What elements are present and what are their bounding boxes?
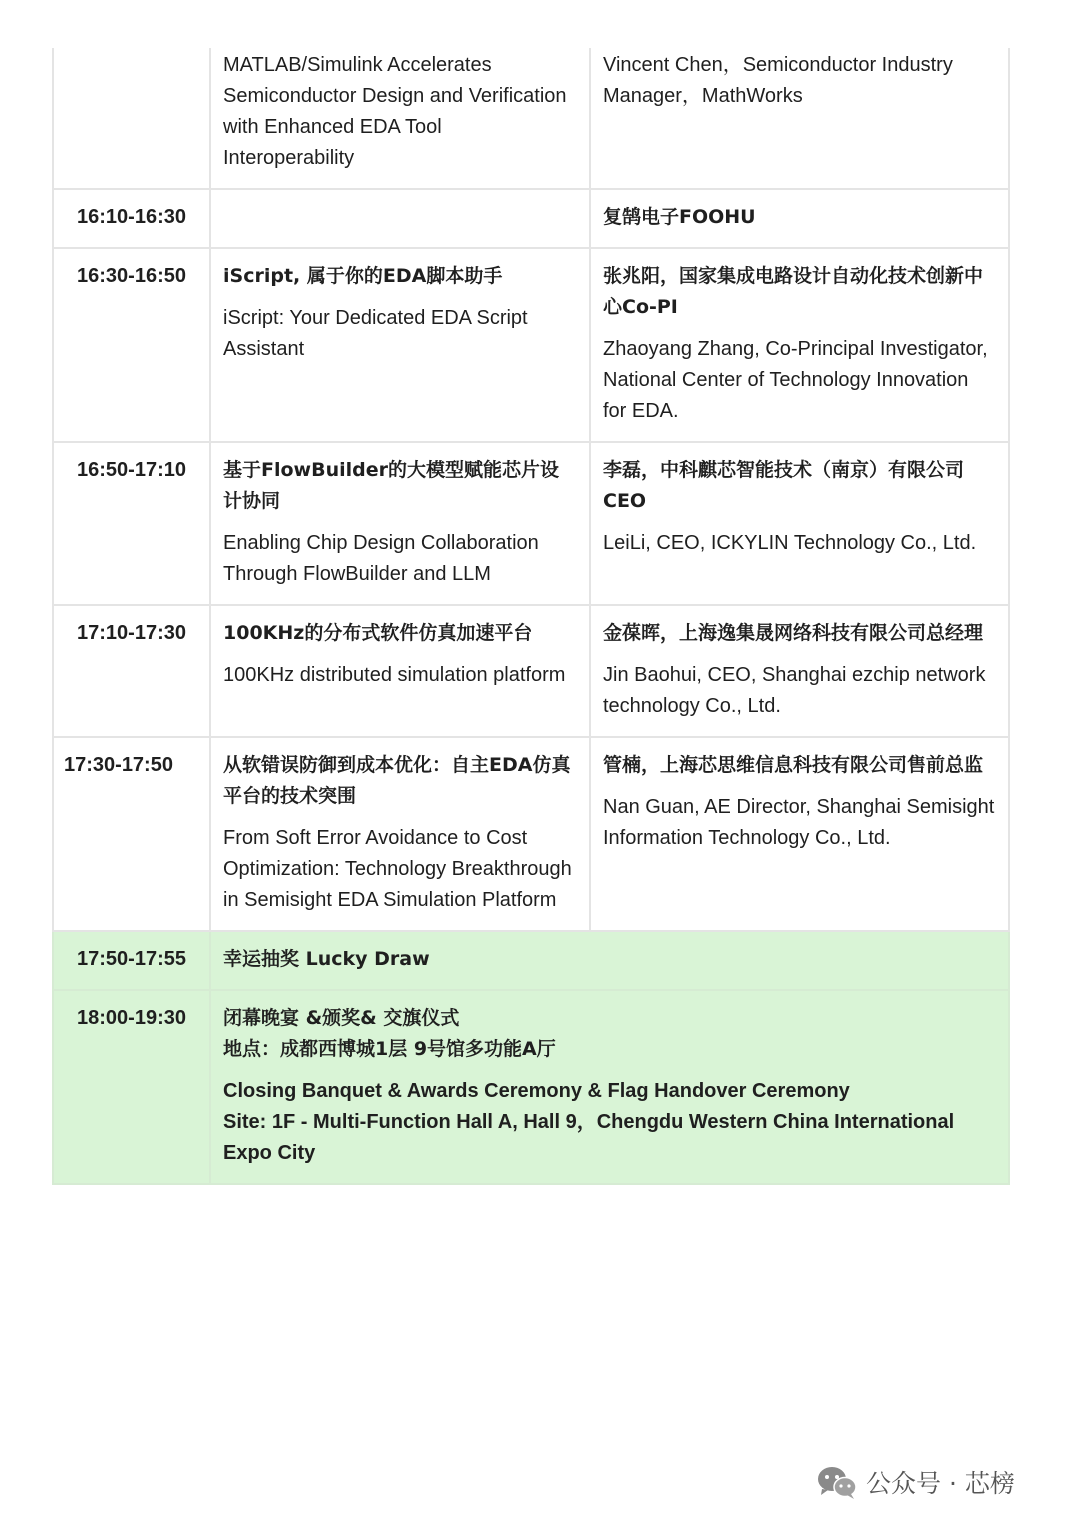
- topic-cell: [210, 189, 590, 248]
- topic-cell: [210, 442, 590, 605]
- table-row: [53, 737, 1009, 931]
- topic-en: From Soft Error Avoidance to Cost Optimization: Technology Breakthrough in Semisight EDA Simulation Platform: [223, 827, 572, 911]
- closing-en-title: Closing Banquet & Awards Ceremony & Flag Handover Ceremony: [223, 1080, 850, 1102]
- lucky-draw-cell: [210, 931, 1009, 990]
- speaker-cell: [590, 48, 1009, 189]
- time-cell: 17:50-17:55: [53, 931, 210, 990]
- topic-cn: 从软错误防御到成本优化：自主EDA仿真平台的技术突围: [223, 754, 571, 807]
- speaker-cn: 金葆晖，上海逸集晟网络科技有限公司总经理: [603, 622, 984, 644]
- table-row: [53, 189, 1009, 248]
- speaker-cn: 管楠，上海芯思维信息科技有限公司售前总监: [603, 754, 984, 776]
- topic-cell: [210, 48, 590, 189]
- topic-cell: [210, 737, 590, 931]
- speaker-cell: [590, 737, 1009, 931]
- topic-cell: [210, 248, 590, 442]
- wechat-icon: [816, 1464, 858, 1500]
- topic-cn: 基于FlowBuilder的大模型赋能芯片设计协同: [223, 459, 559, 512]
- speaker-en: Zhaoyang Zhang, Co-Principal Investigator, National Center of Technology Innovation for EDA.: [603, 338, 988, 422]
- speaker-cell: [590, 189, 1009, 248]
- topic-en: Enabling Chip Design Collaboration Through FlowBuilder and LLM: [223, 532, 539, 585]
- speaker-cell: [590, 248, 1009, 442]
- speaker-cell: [590, 442, 1009, 605]
- speaker-cell: [590, 605, 1009, 737]
- closing-cn-title: 闭幕晚宴 &颁奖& 交旗仪式: [223, 1007, 460, 1029]
- lucky-draw-row: [53, 931, 1009, 990]
- speaker-en: LeiLi, CEO, ICKYLIN Technology Co., Ltd.: [603, 532, 977, 554]
- time-cell: 18:00-19:30: [53, 990, 210, 1184]
- time-cell: 16:30-16:50: [53, 248, 210, 442]
- lucky-draw-text: 幸运抽奖 Lucky Draw: [223, 948, 430, 970]
- closing-cn-site: 地点：成都西博城1层 9号馆多功能A厅: [223, 1038, 556, 1060]
- watermark: [816, 1462, 1015, 1502]
- speaker-en: Vincent Chen，Semiconductor Industry Manager，MathWorks: [603, 54, 953, 107]
- topic-cn: 100KHz的分布式软件仿真加速平台: [223, 622, 533, 644]
- table-row: [53, 248, 1009, 442]
- time-cell: 17:30-17:50: [53, 737, 210, 931]
- time-cell: [53, 48, 210, 189]
- time-cell: 16:50-17:10: [53, 442, 210, 605]
- table-row: [53, 48, 1009, 189]
- closing-cell: [210, 990, 1009, 1184]
- topic-cell: [210, 605, 590, 737]
- topic-en: MATLAB/Simulink Accelerates Semiconductor Design and Verification with Enhanced EDA Tool Interoperability: [223, 54, 567, 169]
- topic-en: 100KHz distributed simulation platform: [223, 664, 566, 686]
- time-cell: 16:10-16:30: [53, 189, 210, 248]
- watermark-text: 公众号 · 芯榜: [866, 1469, 1015, 1498]
- topic-cn: iScript, 属于你的EDA脚本助手: [223, 265, 503, 287]
- speaker-cn: 张兆阳，国家集成电路设计自动化技术创新中心Co-PI: [603, 265, 984, 318]
- speaker-cn: 复鹄电子FOOHU: [603, 206, 756, 228]
- speaker-cn: 李磊，中科麒芯智能技术（南京）有限公司CEO: [603, 459, 965, 512]
- topic-en: iScript: Your Dedicated EDA Script Assistant: [223, 307, 528, 360]
- speaker-en: Jin Baohui, CEO, Shanghai ezchip network technology Co., Ltd.: [603, 664, 986, 717]
- closing-en-site: Site: 1F - Multi-Function Hall A, Hall 9，Chengdu Western China International Expo City: [223, 1111, 955, 1164]
- table-row: [53, 442, 1009, 605]
- time-cell: 17:10-17:30: [53, 605, 210, 737]
- agenda-table: [52, 48, 1010, 1185]
- table-row: [53, 605, 1009, 737]
- speaker-en: Nan Guan, AE Director, Shanghai Semisight Information Technology Co., Ltd.: [603, 796, 995, 849]
- closing-row: [53, 990, 1009, 1184]
